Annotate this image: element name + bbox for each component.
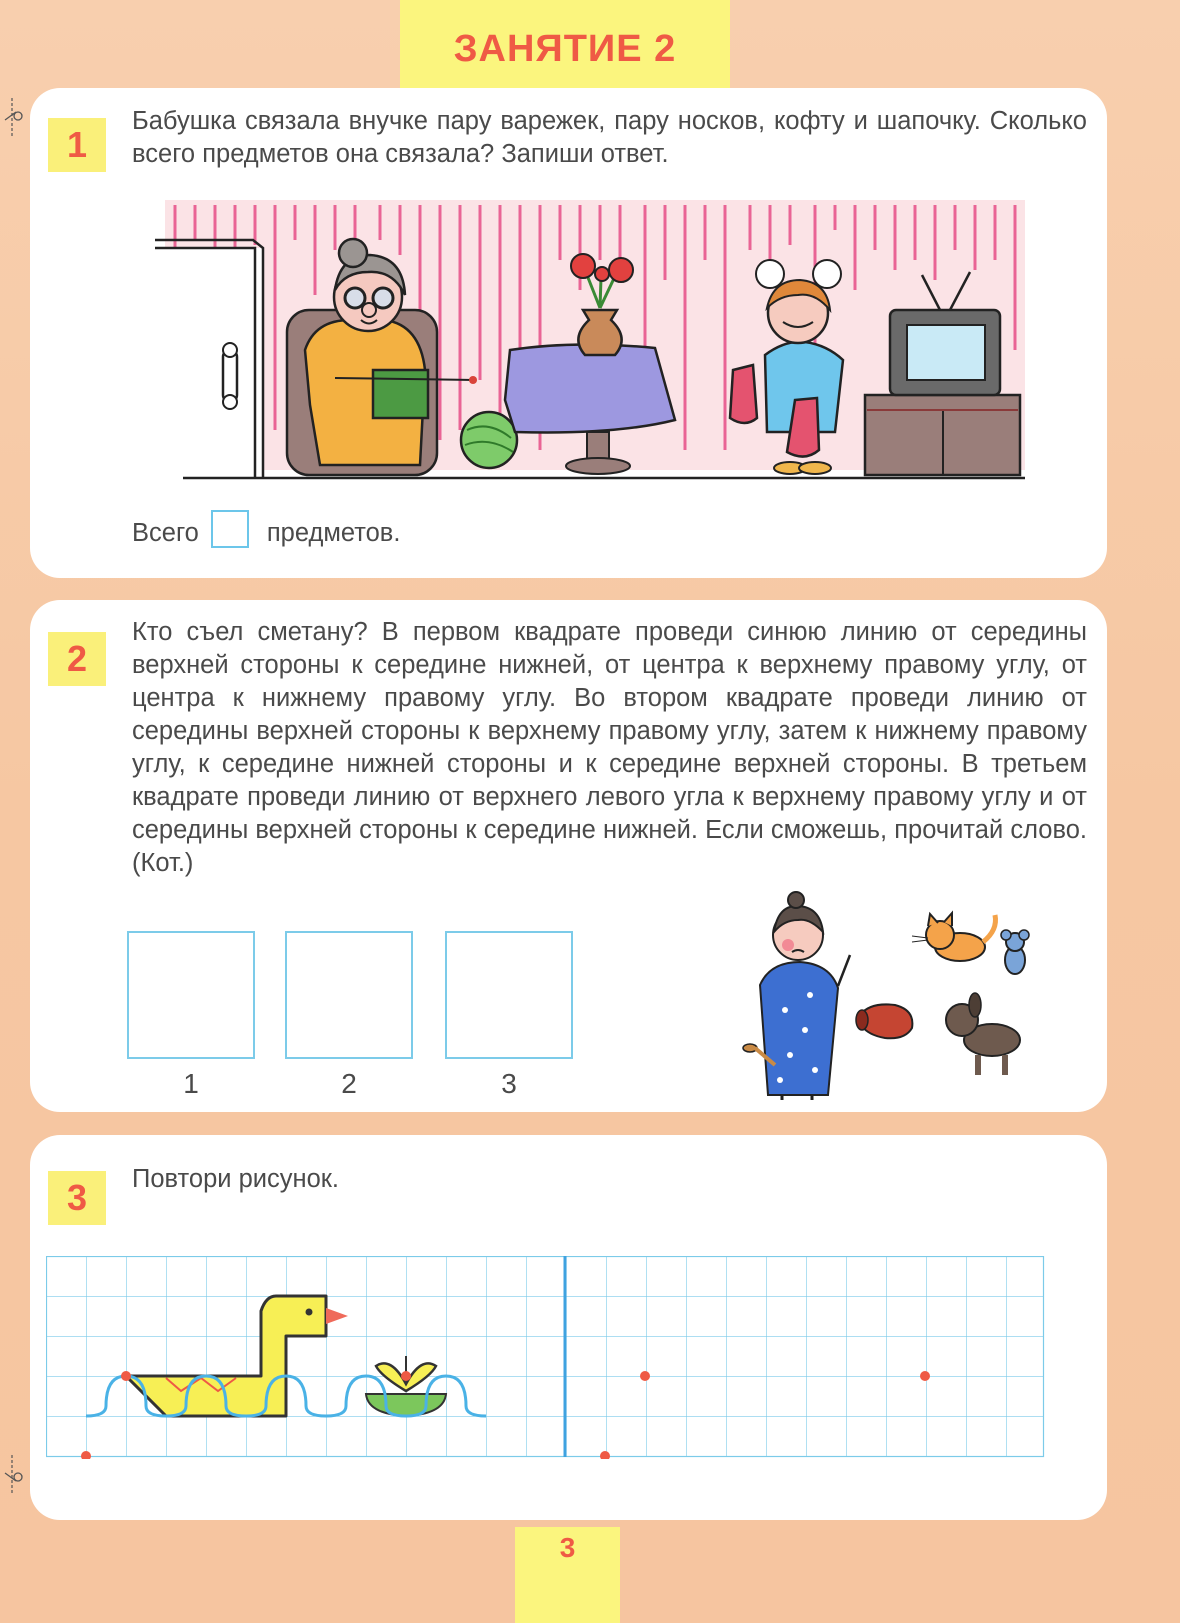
task-number-badge: 2 bbox=[48, 632, 106, 686]
task-text: Повтори рисунок. bbox=[132, 1165, 340, 1193]
drawing-square-3[interactable] bbox=[445, 931, 573, 1059]
answer-prefix: Всего bbox=[132, 519, 199, 547]
answer-input-box[interactable] bbox=[211, 510, 249, 548]
lesson-title: ЗАНЯТИЕ 2 bbox=[453, 28, 677, 70]
who-ate-sour-cream-illustration bbox=[730, 890, 1070, 1100]
square-label: 2 bbox=[341, 1068, 357, 1099]
scissors-icon bbox=[0, 1455, 24, 1495]
drawing-square-1[interactable] bbox=[127, 931, 255, 1059]
knitting-room-illustration bbox=[155, 200, 1055, 485]
task-card-3 bbox=[30, 1135, 1107, 1520]
page-number: 3 bbox=[559, 1532, 576, 1563]
answer-suffix: предметов. bbox=[266, 519, 401, 547]
task-text: Бабушка связала внучке пару варежек, пару носков, кофту и шапочку. Сколько всего предметов она связала? Запиши ответ. bbox=[132, 107, 1087, 168]
task-number-badge: 3 bbox=[48, 1171, 106, 1225]
task-text: Кто съел сметану? В первом квадрате проведи синюю линию от середины верхней стороны к середине нижней, от центра к верхнему правому углу, от центра к нижнему правому углу. Во втором квадрате проведи линию от середины верхней стороны к верхнему правому углу, затем к нижнему правому углу, к середине нижней стороны и к середине верхней стороны. В третьем квадрате проведи линию от верхнего левого угла к верхнему правому углу и от середины верхней стороны к середине нижней. Если сможешь, прочитай слово. (Кот.) bbox=[132, 618, 1087, 877]
drawing-square-2[interactable] bbox=[285, 931, 413, 1059]
task-card-1 bbox=[30, 88, 1107, 578]
square-label: 1 bbox=[183, 1068, 199, 1099]
copy-drawing-grid[interactable] bbox=[46, 1256, 1046, 1459]
scissors-icon bbox=[0, 98, 24, 138]
task-number-badge: 1 bbox=[48, 118, 106, 172]
task-card-2 bbox=[30, 600, 1107, 1112]
answer-row bbox=[132, 508, 400, 548]
square-label: 3 bbox=[501, 1068, 517, 1099]
